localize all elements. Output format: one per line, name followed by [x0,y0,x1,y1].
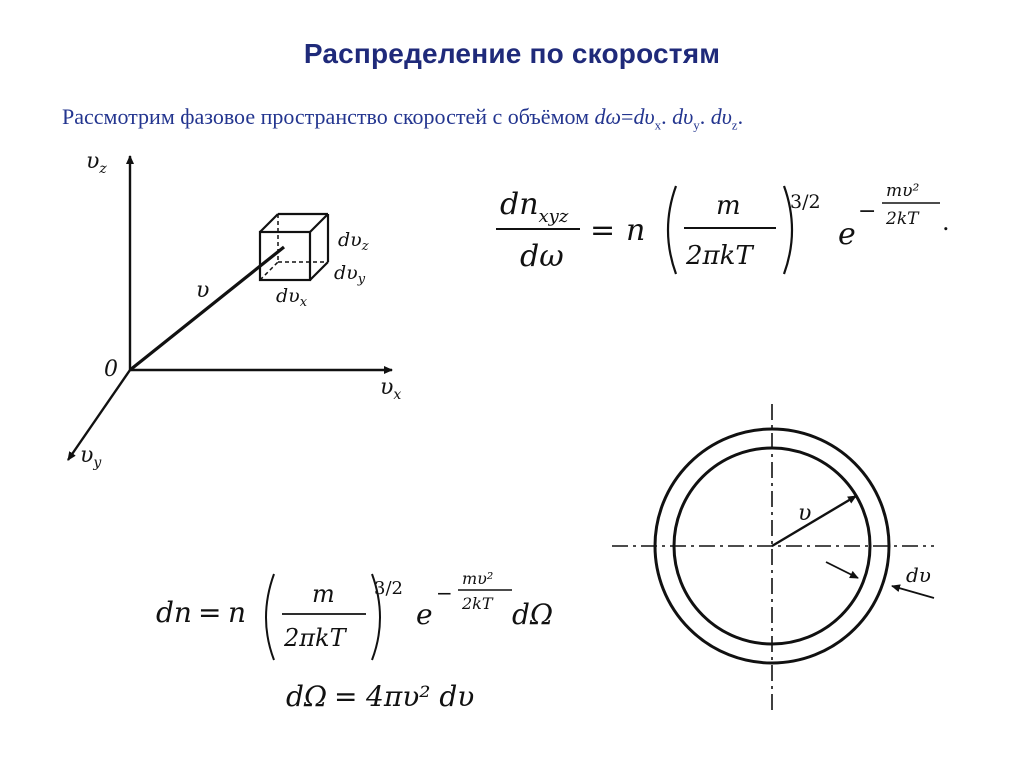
formula-dn-equals: = [198,596,222,629]
cube-element [260,214,328,280]
formula-dn-frac-num: m [312,580,335,608]
cube-edge [260,214,278,232]
formula-dn-paren-left [266,574,274,660]
label-vy: $\upsilon_y$ [80,443,102,471]
formula-dn-frac-den: 2πkT [284,624,346,652]
spherical-shell-diagram [612,404,934,710]
intro-sub-z: z [731,117,738,133]
formula-domega [286,680,474,713]
formula-dn-power: 3/2 [374,578,403,599]
formula-density [496,181,950,274]
formula-density-numerator: $dn_{xyz}$ [500,187,569,227]
formula-density-end: . [942,208,950,236]
ring-label-dv: dυ [906,563,931,587]
intro-sub-x: x [654,117,662,133]
axis-vy [68,370,130,460]
intro-dvz: dυ [710,104,732,129]
label-dvz: $d\upsilon_z$ [338,229,369,254]
formula-dn-tail: dΩ [512,598,554,631]
formula-density-exp-num: mυ² [886,181,920,201]
velocity-space-labels [80,149,401,471]
label-vz: $\upsilon_z$ [86,149,107,177]
intro-dvy: dυ [672,104,694,129]
label-origin: 0 [104,357,118,382]
intro-dvx: dυ [633,104,655,129]
formula-density-paren-left [668,186,676,274]
label-dvy: $d\upsilon_y$ [334,262,366,287]
label-dvx: $d\upsilon_x$ [276,285,308,310]
intro-end: . [737,104,744,129]
formula-density-denominator: dω [520,239,564,274]
formula-density-e: e [838,217,856,252]
label-v: υ [196,278,210,303]
label-vx: $\upsilon_x$ [380,375,402,403]
ring-dv-arrow-in [826,562,858,578]
formula-density-exp-den: 2kT [886,209,919,229]
cube-edge [310,214,328,232]
cube-edge [310,262,328,280]
formula-dn-n: n [228,596,247,629]
formula-dn [156,569,553,660]
formula-domega-lhs: dΩ [286,680,328,713]
formula-domega-rhs: 4πυ² dυ [366,680,475,713]
formula-density-frac-num: m [716,191,741,221]
ring-dv-arrow-out [892,586,934,598]
formula-density-equals: = [590,213,616,248]
intro-sub-y: y [693,117,700,133]
ring-label-v: υ [798,501,812,526]
intro-sep-2: . [699,104,706,129]
formula-density-n: n [626,213,646,248]
formula-domega-equals: = [334,680,358,713]
velocity-space-diagram [68,156,392,460]
intro-d-omega: dω [594,104,622,129]
formula-dn-e: e [416,598,433,631]
ring-radius-vector [772,496,856,546]
formula-dn-exp-den: 2kT [462,594,493,613]
formula-dn-lhs: dn [156,596,192,629]
formula-dn-minus: − [436,581,453,605]
formula-dn-exp-num: mυ² [462,569,494,588]
slide-title: Распределение по скоростям [303,38,721,69]
formula-density-power: 3/2 [790,191,821,213]
intro-text: Рассмотрим фазовое пространство скоростей с объёмом [62,104,595,129]
formula-density-frac-den: 2πkT [686,241,753,271]
intro-sep-1: . [661,104,667,129]
formula-density-minus: − [858,199,877,224]
intro-equals: = [621,104,634,129]
